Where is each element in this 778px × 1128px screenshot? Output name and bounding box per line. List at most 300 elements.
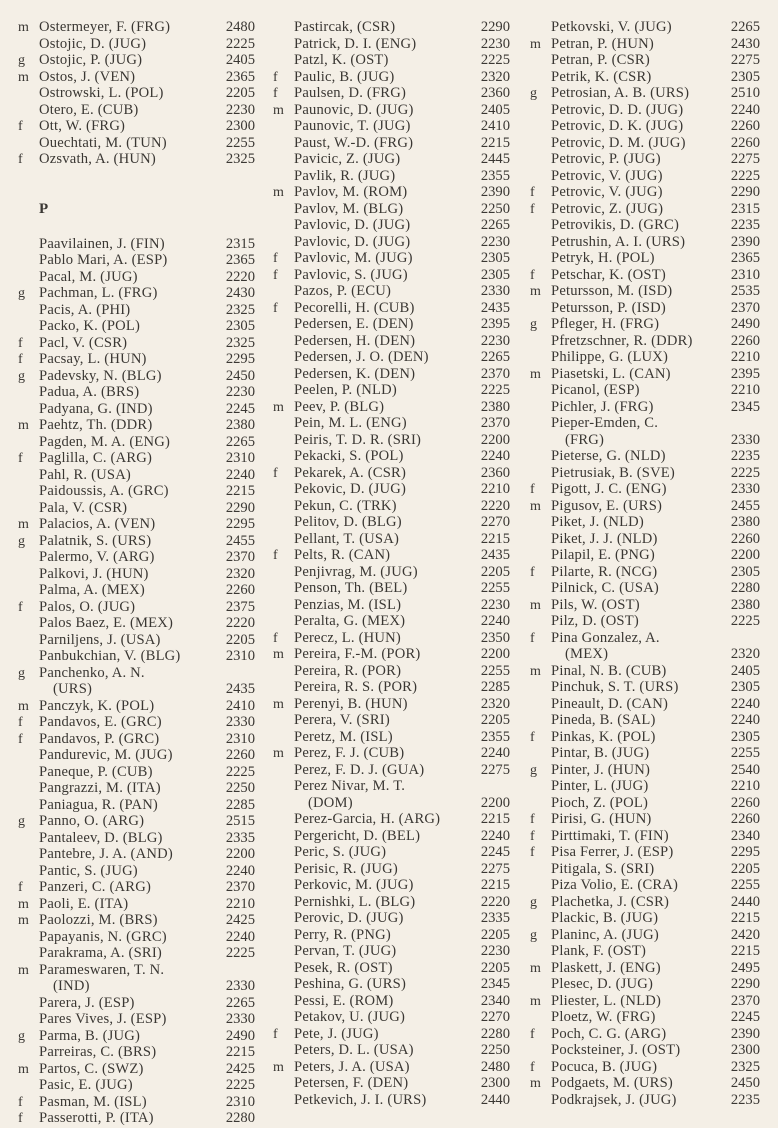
- player-rating: 2210: [730, 382, 760, 398]
- player-entry: [273, 1042, 518, 1059]
- player-name: Pala, V. (CSR): [39, 499, 128, 516]
- player-name: Pelitov, D. (BLG): [294, 514, 402, 530]
- player-name: Palacios, A. (VEN): [39, 516, 156, 532]
- section-letter-heading: P: [39, 200, 49, 217]
- player-name: Pekovic, D. (JUG): [294, 481, 407, 497]
- player-entry: [273, 844, 518, 861]
- player-name: Pocksteiner, J. (OST): [551, 1042, 681, 1058]
- player-name: Perez, F. D. J. (GUA): [294, 761, 425, 778]
- player-entry: [273, 894, 518, 911]
- player-rating: 2300: [225, 118, 255, 134]
- player-entry: [18, 731, 268, 748]
- player-rating: 2445: [480, 151, 510, 167]
- player-name: Papayanis, N. (GRC): [39, 928, 167, 945]
- player-rating: 2265: [225, 433, 255, 450]
- player-entry: [18, 813, 268, 830]
- player-name: Ozsvath, A. (HUN): [39, 151, 156, 167]
- player-entry: [530, 382, 775, 399]
- player-entry: [18, 1110, 268, 1127]
- player-entry: [530, 1042, 775, 1059]
- player-rating: 2305: [480, 266, 510, 283]
- player-name: Petkovski, V. (JUG): [551, 19, 672, 35]
- player-entry: [530, 316, 775, 333]
- player-name: Petrovic, D. M. (JUG): [551, 134, 686, 151]
- player-rating: 2245: [225, 400, 255, 417]
- player-rating: 2240: [480, 613, 510, 629]
- player-rating: 2495: [730, 959, 760, 976]
- player-rating: 2320: [225, 565, 255, 582]
- player-entry: [530, 630, 775, 647]
- player-rating: 2310: [225, 648, 255, 664]
- player-name: Pachman, L. (FRG): [39, 285, 158, 301]
- player-rating: 2490: [730, 316, 760, 332]
- player-entry: [530, 597, 775, 614]
- player-name: Penzias, M. (ISL): [294, 596, 402, 613]
- player-entry: [273, 151, 518, 168]
- player-name: Otero, E. (CUB): [39, 101, 139, 118]
- player-name: Pigusov, E. (URS): [551, 497, 663, 514]
- player-rating: 2305: [480, 250, 510, 266]
- player-entry: [18, 135, 268, 152]
- player-name: Pangrazzi, M. (ITA): [39, 780, 161, 796]
- player-entry: [530, 663, 775, 680]
- player-rating: 2365: [730, 250, 760, 266]
- player-title: g: [18, 814, 25, 829]
- player-name: Pietrusiak, B. (SVE): [551, 464, 675, 481]
- player-rating: 2220: [480, 893, 510, 910]
- player-rating: 2430: [730, 35, 760, 52]
- player-name: Palma, A. (MEX): [39, 582, 145, 598]
- player-rating: 2480: [225, 19, 255, 35]
- player-title: m: [530, 366, 541, 382]
- player-name: Palos, O. (JUG): [39, 598, 136, 615]
- player-entry: [273, 184, 518, 201]
- player-name: Plachetka, J. (CSR): [551, 893, 670, 910]
- player-rating: 2420: [730, 926, 760, 943]
- player-entry: [18, 236, 268, 253]
- player-name: Patzl, K. (OST): [294, 52, 389, 68]
- player-entry: [273, 465, 518, 482]
- player-entry: [273, 415, 518, 432]
- player-rating: 2205: [480, 712, 510, 728]
- player-rating: 2200: [480, 431, 510, 448]
- player-name: Pantebre, J. A. (AND): [39, 846, 173, 862]
- player-name: Parera, J. (ESP): [39, 994, 135, 1011]
- player-title: g: [18, 665, 25, 681]
- player-title: f: [18, 451, 23, 466]
- player-name: Pedersen, E. (DEN): [294, 316, 414, 332]
- player-name: Ostrowski, L. (POL): [39, 85, 164, 101]
- player-rating: 2255: [730, 745, 760, 761]
- player-entry: [530, 778, 775, 795]
- player-title: f: [273, 267, 278, 283]
- player-entry: [530, 250, 775, 267]
- player-name: Panno, O. (ARG): [39, 813, 145, 829]
- player-name: Pinter, L. (JUG): [551, 778, 649, 794]
- player-title: g: [18, 533, 25, 549]
- player-entry: [273, 679, 518, 696]
- player-entry: [18, 1044, 268, 1061]
- player-rating: 2335: [480, 910, 510, 926]
- player-rating: 2260: [730, 134, 760, 151]
- player-name: Pedersen, K. (DEN): [294, 365, 416, 382]
- player-entry: [18, 665, 268, 682]
- player-name: Petschar, K. (OST): [551, 266, 666, 283]
- player-entry: [273, 729, 518, 746]
- player-entry: [530, 1075, 775, 1092]
- player-rating: 2290: [730, 976, 760, 992]
- player-entry: [273, 564, 518, 581]
- player-entry: [18, 599, 268, 616]
- player-entry: [18, 1094, 268, 1111]
- player-entry: [18, 318, 268, 335]
- player-entry: [273, 828, 518, 845]
- player-name: Pedersen, J. O. (DEN): [294, 349, 429, 365]
- player-rating: 2205: [730, 860, 760, 877]
- player-title: g: [530, 317, 537, 332]
- player-name: Pinter, J. (HUN): [551, 761, 651, 778]
- player-rating: 2435: [225, 681, 255, 697]
- player-entry: [273, 1026, 518, 1043]
- player-rating: 2200: [480, 646, 510, 662]
- player-entry: [18, 434, 268, 451]
- player-name: Planinc, A. (JUG): [551, 926, 659, 943]
- player-name: Petursson, M. (ISD): [551, 283, 673, 299]
- player-name: Petryk, H. (POL): [551, 250, 655, 266]
- player-rating: 2370: [225, 879, 255, 895]
- player-title: m: [18, 517, 29, 532]
- player-name: Paunovic, D. (JUG): [294, 101, 414, 118]
- player-name: Pesek, R. (OST): [294, 959, 393, 976]
- player-entry: [530, 1009, 775, 1026]
- player-rating: 2240: [225, 466, 255, 483]
- player-rating: 2205: [480, 563, 510, 580]
- player-entry: [273, 663, 518, 680]
- player-name: Pergericht, D. (BEL): [294, 827, 421, 844]
- player-rating: 2240: [730, 712, 760, 728]
- player-title: m: [18, 418, 29, 433]
- player-entry: [273, 283, 518, 300]
- player-name: Perez-Garcia, H. (ARG): [294, 811, 441, 827]
- player-rating: 2255: [225, 134, 255, 151]
- player-entry: [18, 85, 268, 102]
- player-name: Peric, S. (JUG): [294, 844, 387, 860]
- player-entry: [273, 960, 518, 977]
- player-entry: [530, 267, 775, 284]
- player-entry: [273, 712, 518, 729]
- player-name: Petrovic, V. (JUG): [551, 167, 663, 184]
- player-name: Pirttimaki, T. (FIN): [551, 827, 669, 844]
- player-name: Pereira, R. S. (POR): [294, 679, 418, 695]
- player-name: Pecorelli, H. (CUB): [294, 299, 415, 316]
- player-entry: [530, 102, 775, 119]
- player-name: Petakov, U. (JUG): [294, 1009, 406, 1025]
- player-entry: [18, 648, 268, 665]
- player-title: g: [18, 368, 25, 384]
- player-entry: [18, 36, 268, 53]
- player-entry: [18, 549, 268, 566]
- player-title: f: [530, 267, 535, 283]
- player-entry: [530, 1059, 775, 1076]
- player-rating: 2320: [730, 646, 760, 662]
- player-name: Pekarek, A. (CSR): [294, 464, 407, 481]
- player-rating: 2215: [225, 483, 255, 499]
- player-name: Petkevich, J. I. (URS): [294, 1091, 427, 1108]
- player-name: Pinal, N. B. (CUB): [551, 662, 667, 679]
- player-title: f: [273, 86, 278, 101]
- player-rating: 2320: [480, 695, 510, 712]
- player-name: Podgaets, M. (URS): [551, 1075, 673, 1091]
- player-rating: 2335: [225, 829, 255, 846]
- player-name: Pacsay, L. (HUN): [39, 351, 147, 367]
- player-rating: 2275: [480, 860, 510, 877]
- player-rating: 2370: [225, 549, 255, 565]
- player-rating: 2330: [225, 714, 255, 730]
- player-title: m: [18, 962, 29, 978]
- player-title: f: [530, 185, 535, 200]
- player-name: Perkovic, M. (JUG): [294, 877, 414, 893]
- player-rating: 2265: [225, 994, 255, 1011]
- player-name: Pils, W. (OST): [551, 596, 640, 613]
- player-rating: 2425: [225, 1060, 255, 1077]
- player-entry: [273, 993, 518, 1010]
- player-name: Pasman, M. (ISL): [39, 1093, 147, 1110]
- player-entry: [530, 960, 775, 977]
- player-entry: [273, 69, 518, 86]
- player-rating: 2515: [225, 813, 255, 829]
- player-rating: 2375: [225, 598, 255, 615]
- player-rating: 2240: [730, 695, 760, 712]
- player-rating: 2230: [225, 101, 255, 118]
- player-entry: [273, 778, 518, 795]
- player-name: Paulic, B. (JUG): [294, 68, 395, 85]
- player-rating: 2535: [730, 283, 760, 299]
- player-name: Perecz, L. (HUN): [294, 629, 401, 646]
- player-name: Pedersen, H. (DEN): [294, 332, 416, 349]
- player-rating: 2330: [480, 283, 510, 299]
- player-title: m: [18, 698, 29, 714]
- player-name: Petrovikis, D. (GRC): [551, 217, 680, 233]
- player-name: Podkrajsek, J. (JUG): [551, 1091, 677, 1108]
- player-name: Pablo Mari, A. (ESP): [39, 252, 168, 268]
- player-title: m: [273, 102, 284, 118]
- player-title: m: [18, 1061, 29, 1077]
- player-title: f: [530, 812, 535, 827]
- player-entry: [273, 514, 518, 531]
- player-name: Perenyi, B. (HUN): [294, 695, 408, 712]
- player-name: Pintar, B. (JUG): [551, 745, 650, 761]
- player-entry: [273, 630, 518, 647]
- player-name: Pitigala, S. (SRI): [551, 860, 655, 877]
- player-rating: 2425: [225, 912, 255, 928]
- player-entry: [273, 877, 518, 894]
- player-rating: 2250: [480, 200, 510, 217]
- player-name-continuation: (IND): [53, 978, 90, 994]
- player-title: f: [273, 465, 278, 481]
- player-rating: 2410: [225, 697, 255, 714]
- player-rating: 2450: [225, 367, 255, 384]
- player-entry: [273, 168, 518, 185]
- player-rating: 2290: [225, 499, 255, 516]
- player-rating: 2235: [730, 217, 760, 233]
- player-rating: 2250: [225, 780, 255, 796]
- player-rating: 2270: [480, 514, 510, 530]
- section-spacer: [18, 168, 268, 198]
- player-rating: 2360: [480, 464, 510, 481]
- player-name: Picanol, (ESP): [551, 382, 640, 398]
- player-name: Pastircak, (CSR): [294, 19, 396, 35]
- player-name: Paulsen, D. (FRG): [294, 85, 407, 101]
- player-name: Peters, J. A. (USA): [294, 1058, 410, 1075]
- player-rating: 2260: [225, 747, 255, 763]
- player-name: Passerotti, P. (ITA): [39, 1110, 154, 1126]
- player-entry: [530, 828, 775, 845]
- player-title: f: [530, 828, 535, 844]
- player-name: Piket, J. J. (NLD): [551, 530, 658, 547]
- player-rating: 2210: [730, 349, 760, 365]
- player-rating: 2455: [730, 497, 760, 514]
- player-title: f: [530, 564, 535, 580]
- player-entry: [18, 450, 268, 467]
- player-entry: [273, 696, 518, 713]
- player-name: Pete, J. (JUG): [294, 1025, 379, 1042]
- player-name: Plank, F. (OST): [551, 943, 647, 959]
- player-name: Pelts, R. (CAN): [294, 547, 391, 563]
- player-entry: [273, 52, 518, 69]
- player-rating: 2210: [730, 778, 760, 794]
- player-title: g: [530, 927, 537, 943]
- player-entry: [273, 85, 518, 102]
- player-name: Paavilainen, J. (FIN): [39, 235, 165, 252]
- player-name: Pasic, E. (JUG): [39, 1077, 133, 1093]
- player-rating: 2275: [730, 52, 760, 68]
- player-rating: 2315: [730, 200, 760, 217]
- player-name: Petrushin, A. I. (URS): [551, 233, 686, 250]
- player-title: m: [273, 1059, 284, 1075]
- player-name: Pliester, L. (NLD): [551, 992, 662, 1009]
- player-entry: [273, 250, 518, 267]
- player-entry: [273, 349, 518, 366]
- player-rating: 2295: [730, 844, 760, 860]
- player-entry: [530, 811, 775, 828]
- player-title: g: [530, 86, 537, 101]
- player-entry: [273, 795, 518, 812]
- player-name: Pirisi, G. (HUN): [551, 811, 652, 827]
- player-entry: [18, 368, 268, 385]
- player-name: Ostojic, P. (JUG): [39, 52, 143, 68]
- player-entry: [530, 151, 775, 168]
- player-rating: 2230: [480, 35, 510, 52]
- player-entry: [530, 234, 775, 251]
- player-name: Peshina, G. (URS): [294, 976, 407, 992]
- player-rating: 2390: [730, 233, 760, 250]
- player-entry: [530, 894, 775, 911]
- player-rating: 2430: [225, 285, 255, 301]
- player-entry: [273, 531, 518, 548]
- player-entry: [273, 1059, 518, 1076]
- player-name: Pilnick, C. (USA): [551, 580, 659, 596]
- player-name: Paehtz, Th. (DDR): [39, 417, 153, 433]
- player-rating: 2220: [480, 497, 510, 514]
- player-entry: [273, 580, 518, 597]
- player-rating: 2355: [480, 728, 510, 745]
- player-entry: [530, 844, 775, 861]
- player-name: Pisa Ferrer, J. (ESP): [551, 844, 674, 860]
- player-entry: [18, 962, 268, 979]
- player-name: Ostos, J. (VEN): [39, 68, 136, 85]
- player-entry: [18, 102, 268, 119]
- player-name: Partos, C. (SWZ): [39, 1060, 144, 1077]
- player-name: Padevsky, N. (BLG): [39, 367, 162, 384]
- player-name: Peiris, T. D. R. (SRI): [294, 431, 422, 448]
- player-name: Ploetz, W. (FRG): [551, 1009, 656, 1025]
- player-rating: 2220: [225, 615, 255, 631]
- player-name: Pekacki, S. (POL): [294, 448, 404, 464]
- player-rating: 2225: [730, 167, 760, 184]
- player-entry: [530, 300, 775, 317]
- player-rating: 2310: [730, 266, 760, 283]
- player-entry: [18, 500, 268, 517]
- column-1: [18, 19, 268, 1127]
- player-rating: 2295: [225, 351, 255, 367]
- player-entry: [18, 302, 268, 319]
- player-rating: 2220: [225, 268, 255, 285]
- player-rating: 2230: [225, 384, 255, 400]
- player-entry: [530, 19, 775, 36]
- player-name: Perez, F. J. (CUB): [294, 745, 405, 761]
- player-rating: 2370: [480, 365, 510, 382]
- player-title: f: [273, 251, 278, 266]
- player-title: f: [273, 630, 278, 646]
- player-name: Pigott, J. C. (ENG): [551, 481, 667, 497]
- player-rating: 2245: [730, 1009, 760, 1025]
- player-name: Panczyk, K. (POL): [39, 697, 155, 714]
- player-title: f: [530, 630, 535, 646]
- player-rating: 2215: [480, 811, 510, 827]
- player-name: Ostermeyer, F. (FRG): [39, 19, 171, 35]
- player-entry: [530, 498, 775, 515]
- player-entry: [530, 679, 775, 696]
- player-name: Pichler, J. (FRG): [551, 398, 654, 415]
- player-entry: [18, 1011, 268, 1028]
- player-name: Paniagua, R. (PAN): [39, 796, 158, 813]
- player-name: Petrovic, V. (JUG): [551, 184, 663, 200]
- player-name: Perry, R. (PNG): [294, 926, 391, 943]
- player-name: Penjivrag, M. (JUG): [294, 563, 418, 580]
- player-rating: 2330: [225, 978, 255, 994]
- player-entry: [18, 797, 268, 814]
- player-entry: [530, 168, 775, 185]
- player-title: f: [273, 69, 278, 85]
- player-title: f: [530, 482, 535, 497]
- player-name: Petersen, F. (DEN): [294, 1075, 409, 1091]
- player-name: Peev, P. (BLG): [294, 398, 385, 415]
- player-entry: [18, 714, 268, 731]
- player-name: Paoli, E. (ITA): [39, 895, 129, 912]
- player-name-continuation: (FRG): [565, 431, 605, 448]
- player-rating: 2240: [730, 101, 760, 118]
- player-rating: 2225: [225, 763, 255, 780]
- player-entry: [273, 861, 518, 878]
- player-entry: [18, 151, 268, 168]
- player-entry: [530, 745, 775, 762]
- player-entry: [530, 795, 775, 812]
- player-rating: 2440: [730, 893, 760, 910]
- player-entry: [530, 481, 775, 498]
- player-title: g: [18, 53, 25, 68]
- player-name: Plesec, D. (JUG): [551, 976, 654, 992]
- player-entry: [273, 597, 518, 614]
